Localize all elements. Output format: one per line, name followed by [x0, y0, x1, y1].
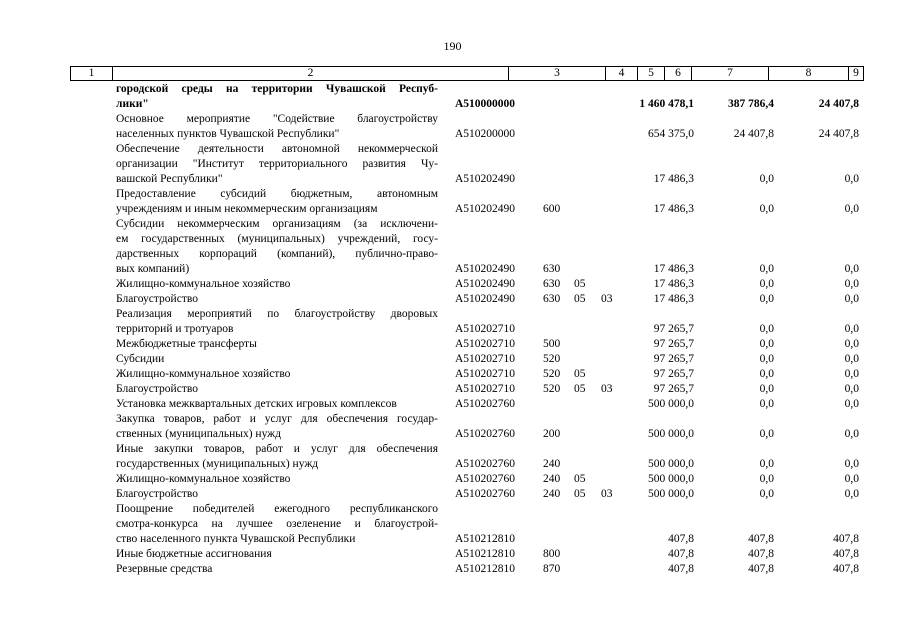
target-code: A510202490 [455, 293, 516, 305]
row-description [116, 292, 438, 307]
amount-col-7: 97 265,7 [653, 368, 694, 380]
description-line: Закупка товаров, работ и услуг для обеспечения государ- [116, 413, 438, 425]
target-code: A510212810 [455, 533, 516, 545]
amount-col-7: 1 460 478,1 [639, 98, 694, 110]
amount-col-8: 24 407,8 [733, 128, 774, 140]
amount-col-7: 97 265,7 [653, 338, 694, 350]
target-code: A510202760 [455, 428, 516, 440]
description-line: лики" [116, 98, 149, 110]
amount-col-9: 0,0 [844, 458, 859, 470]
row-description [116, 277, 438, 292]
table-row [0, 382, 905, 397]
description-line: Межбюджетные трансферты [116, 338, 257, 350]
description-line: ство населенного пункта Чувашской Республики [116, 533, 356, 545]
amount-col-8: 0,0 [759, 473, 774, 485]
target-code: A510202710 [455, 368, 516, 380]
amount-col-9: 0,0 [844, 368, 859, 380]
row-description [116, 487, 438, 502]
table-row [0, 502, 905, 547]
header-col-2: 2 [113, 67, 509, 80]
table-row [0, 142, 905, 187]
table-row [0, 562, 905, 577]
amount-col-9: 0,0 [844, 263, 859, 275]
amount-col-7: 500 000,0 [648, 488, 694, 500]
amount-col-9: 0,0 [844, 428, 859, 440]
amount-col-7: 17 486,3 [653, 293, 694, 305]
row-description [116, 82, 438, 112]
target-code: A510212810 [455, 548, 516, 560]
section: 05 [574, 368, 586, 380]
amount-col-7: 17 486,3 [653, 263, 694, 275]
table-row [0, 352, 905, 367]
amount-col-9: 407,8 [833, 533, 859, 545]
description-line: Благоустройство [116, 293, 198, 305]
amount-col-9: 24 407,8 [818, 98, 859, 110]
amount-col-8: 0,0 [759, 353, 774, 365]
amount-col-7: 17 486,3 [653, 278, 694, 290]
target-code: A510202760 [455, 458, 516, 470]
section: 05 [574, 383, 586, 395]
amount-col-7: 97 265,7 [653, 323, 694, 335]
row-description [116, 562, 438, 577]
header-col-8: 8 [769, 67, 849, 80]
target-code: A510202710 [455, 383, 516, 395]
table-row [0, 487, 905, 502]
description-line: Жилищно-коммунальное хозяйство [116, 473, 291, 485]
amount-col-9: 24 407,8 [818, 128, 859, 140]
description-line: Иные закупки товаров, работ и услуг для обеспечения [116, 443, 438, 455]
table-row [0, 397, 905, 412]
amount-col-9: 407,8 [833, 563, 859, 575]
target-code: A510202760 [455, 488, 516, 500]
amount-col-9: 0,0 [844, 173, 859, 185]
amount-col-8: 407,8 [748, 563, 774, 575]
header-col-7: 7 [692, 67, 769, 80]
table-body [0, 82, 905, 577]
amount-col-8: 407,8 [748, 548, 774, 560]
target-code: A510202490 [455, 278, 516, 290]
table-header-row [70, 66, 864, 81]
expense-type: 500 [543, 338, 561, 350]
amount-col-7: 407,8 [668, 548, 694, 560]
table-row [0, 367, 905, 382]
amount-col-8: 0,0 [759, 338, 774, 350]
table-row [0, 472, 905, 487]
amount-col-9: 0,0 [844, 473, 859, 485]
row-description [116, 112, 438, 142]
expense-type: 240 [543, 473, 561, 485]
description-line: смотра-конкурса на лучшее озеленение и благоустрой- [116, 518, 438, 530]
expense-type: 600 [543, 203, 561, 215]
description-line: Обеспечение деятельности автономной некоммерческой [116, 143, 438, 155]
amount-col-7: 17 486,3 [653, 173, 694, 185]
expense-type: 630 [543, 278, 561, 290]
description-line: Поощрение победителей ежегодного республиканского [116, 503, 438, 515]
expense-type: 240 [543, 458, 561, 470]
header-col-3: 3 [509, 67, 606, 80]
amount-col-9: 0,0 [844, 338, 859, 350]
amount-col-9: 0,0 [844, 353, 859, 365]
expense-type: 200 [543, 428, 561, 440]
table-row [0, 337, 905, 352]
amount-col-7: 500 000,0 [648, 473, 694, 485]
section: 05 [574, 473, 586, 485]
description-line: Установка межквартальных детских игровых комплексов [116, 398, 397, 410]
amount-col-8: 0,0 [759, 278, 774, 290]
header-col-6: 6 [665, 67, 692, 80]
amount-col-7: 500 000,0 [648, 398, 694, 410]
header-col-4: 4 [606, 67, 638, 80]
section: 05 [574, 278, 586, 290]
description-line: территорий и тротуаров [116, 323, 234, 335]
description-line: Субсидии [116, 353, 165, 365]
description-line: населенных пунктов Чувашской Республики" [116, 128, 340, 140]
description-line: Субсидии некоммерческим организациям (за исключени- [116, 218, 438, 230]
description-line: вых компаний) [116, 263, 190, 275]
expense-type: 520 [543, 353, 561, 365]
row-description [116, 412, 438, 442]
description-line: Жилищно-коммунальное хозяйство [116, 368, 291, 380]
description-line: ем государственных (муниципальных) учреждений, госу- [116, 233, 438, 245]
row-description [116, 352, 438, 367]
table-row [0, 217, 905, 277]
target-code: A510202490 [455, 173, 516, 185]
target-code: A510202760 [455, 473, 516, 485]
table-row [0, 307, 905, 337]
description-line: Жилищно-коммунальное хозяйство [116, 278, 291, 290]
table-row [0, 277, 905, 292]
row-description [116, 367, 438, 382]
amount-col-8: 0,0 [759, 428, 774, 440]
row-description [116, 397, 438, 412]
row-description [116, 307, 438, 337]
amount-col-9: 407,8 [833, 548, 859, 560]
table-row [0, 412, 905, 442]
table-row [0, 187, 905, 217]
row-description [116, 442, 438, 472]
description-line: учреждениям и иным некоммерческим организациям [116, 203, 378, 215]
section: 05 [574, 488, 586, 500]
amount-col-7: 17 486,3 [653, 203, 694, 215]
row-description [116, 502, 438, 547]
description-line: ственных (муниципальных) нужд [116, 428, 281, 440]
amount-col-7: 97 265,7 [653, 353, 694, 365]
row-description [116, 142, 438, 187]
subsection: 03 [601, 293, 613, 305]
target-code: A510202710 [455, 323, 516, 335]
description-line: Предоставление субсидий бюджетным, автономным [116, 188, 438, 200]
expense-type: 240 [543, 488, 561, 500]
amount-col-7: 97 265,7 [653, 383, 694, 395]
amount-col-8: 0,0 [759, 203, 774, 215]
target-code: A510200000 [455, 128, 516, 140]
amount-col-9: 0,0 [844, 278, 859, 290]
expense-type: 800 [543, 548, 561, 560]
table-row [0, 442, 905, 472]
description-line: Основное мероприятие "Содействие благоустройству [116, 113, 438, 125]
header-col-5: 5 [638, 67, 665, 80]
row-description [116, 187, 438, 217]
row-description [116, 337, 438, 352]
description-line: Иные бюджетные ассигнования [116, 548, 272, 560]
amount-col-9: 0,0 [844, 203, 859, 215]
amount-col-8: 0,0 [759, 458, 774, 470]
table-row [0, 547, 905, 562]
row-description [116, 217, 438, 277]
target-code: A510202710 [455, 338, 516, 350]
amount-col-8: 0,0 [759, 173, 774, 185]
expense-type: 630 [543, 293, 561, 305]
amount-col-9: 0,0 [844, 383, 859, 395]
page-number: 190 [443, 39, 462, 53]
amount-col-8: 0,0 [759, 488, 774, 500]
target-code: A510000000 [455, 98, 516, 110]
target-code: A510202760 [455, 398, 516, 410]
row-description [116, 547, 438, 562]
description-line: организации "Институт территориального развития Чу- [116, 158, 438, 170]
table-row [0, 82, 905, 112]
amount-col-7: 654 375,0 [648, 128, 694, 140]
amount-col-8: 0,0 [759, 383, 774, 395]
target-code: A510202710 [455, 353, 516, 365]
description-line: городской среды на территории Чувашской Респуб- [116, 83, 438, 95]
target-code: A510202490 [455, 263, 516, 275]
expense-type: 520 [543, 383, 561, 395]
amount-col-9: 0,0 [844, 323, 859, 335]
amount-col-8: 0,0 [759, 398, 774, 410]
amount-col-8: 0,0 [759, 368, 774, 380]
amount-col-7: 407,8 [668, 533, 694, 545]
row-description [116, 382, 438, 397]
amount-col-7: 500 000,0 [648, 428, 694, 440]
description-line: дарственных корпораций (компаний), публично-право- [116, 248, 438, 260]
amount-col-9: 0,0 [844, 293, 859, 305]
expense-type: 520 [543, 368, 561, 380]
subsection: 03 [601, 383, 613, 395]
amount-col-7: 407,8 [668, 563, 694, 575]
section: 05 [574, 293, 586, 305]
table-row [0, 112, 905, 142]
row-description [116, 472, 438, 487]
description-line: Благоустройство [116, 383, 198, 395]
amount-col-8: 0,0 [759, 323, 774, 335]
header-col-9: 9 [853, 67, 859, 79]
amount-col-9: 0,0 [844, 488, 859, 500]
header-col-1: 1 [71, 67, 113, 80]
amount-col-8: 387 786,4 [728, 98, 774, 110]
table-row [0, 292, 905, 307]
description-line: Резервные средства [116, 563, 213, 575]
subsection: 03 [601, 488, 613, 500]
target-code: A510212810 [455, 563, 516, 575]
expense-type: 870 [543, 563, 561, 575]
amount-col-9: 0,0 [844, 398, 859, 410]
description-line: Реализация мероприятий по благоустройству дворовых [116, 308, 438, 320]
amount-col-8: 0,0 [759, 293, 774, 305]
target-code: A510202490 [455, 203, 516, 215]
amount-col-8: 0,0 [759, 263, 774, 275]
description-line: Благоустройство [116, 488, 198, 500]
description-line: вашской Республики" [116, 173, 223, 185]
amount-col-7: 500 000,0 [648, 458, 694, 470]
description-line: государственных (муниципальных) нужд [116, 458, 319, 470]
expense-type: 630 [543, 263, 561, 275]
amount-col-8: 407,8 [748, 533, 774, 545]
